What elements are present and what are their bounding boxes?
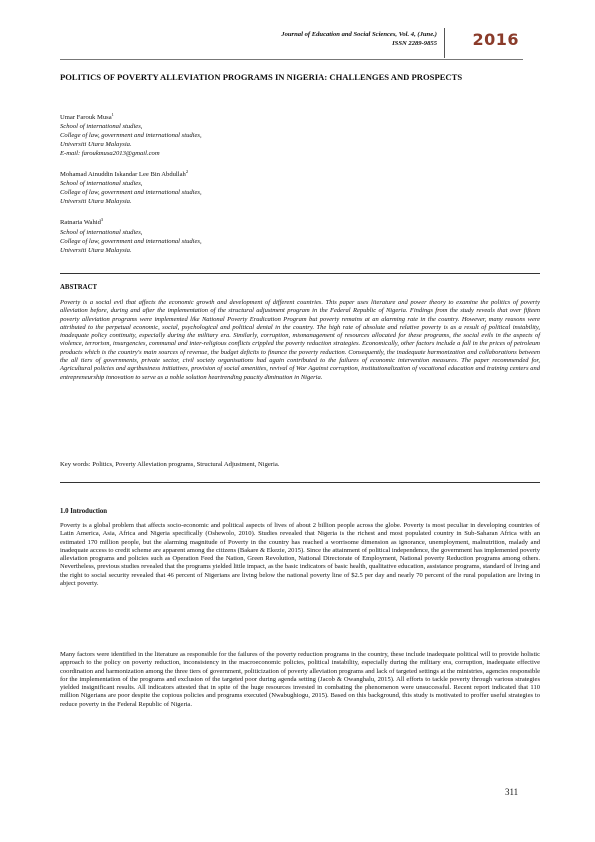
journal-year: 2016 [472, 30, 519, 49]
abstract-heading: ABSTRACT [60, 284, 98, 291]
author-affiliation: School of international studies, [60, 123, 143, 131]
author-email[interactable]: E-mail: faroukmusa2013@gmail.com [60, 150, 160, 158]
header-rule [60, 59, 523, 60]
intro-paragraph-1: Poverty is a global problem that affects socio-economic and political aspects of lives of about 2 billion people across the globe. Poverty is most peculiar in developing countries of Latin America, Asia, Africa and Nigeria specifically (Oshewolo, 2010). Studies revealed that Nigeria is the richest and most populated country in Sub-Saharan Africa with an estimated 170 million people, but the alarming magnitude of Poverty in the country has reached a worrisome dimension as ignorance, unemployment, malnutrition, malady and inadequate access to credit scheme are apparent among the citizens (Bakare & Ekezie, 2015). Since the attainment of political independence, the government has implemented poverty alleviation programs and policies such as Operation Feed the Nation, Green Revolution, National Directorate of Employment, National poverty Reduction programs among others. Nevertheless, previous studies revealed that the programs yielded little impact, as the basic indicators of basic health, qualitative education, assistance programs, standard of living and the right to social security revealed that 46 percent of Nigerians are living below the national poverty line of $2.5 per day and nearly 70 percent of the rural population are living in abject poverty. [60, 522, 540, 588]
section-heading-introduction: 1.0 Introduction [60, 508, 108, 515]
intro-paragraph-2: Many factors were identified in the literature as responsible for the failures of the poverty reduction programs in the country, these include inadequate political will to provide holistic approach to the policy on poverty reduction, inconsistency in the macroeconomic policies, political instability, especially during the military era, corruption, inadequate effective coordination and harmonization among the three tiers of government, politicization of poverty alleviation programs and lack of targeted settings at the ministries, agencies responsible for the implementation of the programs and exclusion of the targeted poor during agenda setting (Jacob & Owanghalu, 2015). All efforts to tackle poverty through various strategies yielded insignificant results. All indicators attested that in spite of the huge resources invested in combating the phenomenon were unsuccessful. Recent report indicated that 110 million Nigerians are poor despite the copious policies and programs executed (Nwabughiogu, 2015). Based on this background, this study is motivated to proffer useful strategies to reduce poverty in the Federal Republic of Nigeria. [60, 651, 540, 708]
author-2 [60, 167, 360, 206]
page-number: 311 [505, 787, 519, 797]
keywords-text: Politics, Poverty Alleviation programs, Structural Adjustment, Nigeria. [90, 461, 280, 468]
author-affiliation: Universiti Utara Malaysia. [60, 246, 132, 254]
author-sup: 2 [185, 169, 189, 175]
keywords-label: Key words: [60, 461, 91, 468]
abstract-bottom-rule [60, 482, 540, 483]
author-name: Umar Farouk Musa [60, 114, 112, 122]
author-sup: 1 [111, 112, 114, 117]
author-3 [60, 215, 360, 254]
paper-title: POLITICS OF POVERTY ALLEVIATION PROGRAMS IN NIGERIA: CHALLENGES AND PROSPECTS [60, 72, 463, 82]
author-affiliation: Universiti Utara Malaysia. [60, 198, 132, 206]
author-affiliation: Universiti Utara Malaysia. [60, 141, 132, 149]
author-1 [60, 110, 360, 158]
author-affiliation: College of law, government and international studies, [60, 132, 202, 140]
author-list [60, 110, 360, 264]
author-affiliation: College of law, government and international studies, [60, 189, 202, 197]
page-header [260, 28, 537, 58]
author-sup: 3 [100, 217, 104, 223]
author-name: Mohamad Ainuddin Iskandar Lee Bin Abdullah [60, 171, 186, 179]
keywords [60, 460, 540, 469]
journal-info [177, 30, 437, 48]
journal-title: Journal of Education and Social Sciences, Vol. 4, (June.) [281, 31, 437, 38]
author-affiliation: College of law, government and international studies, [60, 237, 202, 245]
author-affiliation: School of international studies, [60, 228, 143, 236]
header-divider [444, 28, 445, 58]
author-affiliation: School of international studies, [60, 180, 143, 188]
author-name: Ratnaria Wahid [60, 219, 101, 227]
journal-issn: ISSN 2289-9855 [392, 40, 437, 47]
abstract-text: Poverty is a social evil that affects the economic growth and development of different countries. This paper uses literature and power theory to examine the politics of poverty alleviation before, during and after the implementation of the structural adjustment program in the Federal Republic of Nigeria. Findings from the study reveals that over fifteen poverty alleviation programs were implemented like National Poverty Eradication Program but poverty remains at an alarming rate in the country. However, many reasons were attributed to the perpetual economic, social, psychological and political denial in the country. The high rate of absolute and relative poverty is as a result of political instability, inadequate policy continuity, especially during the military era. Similarly, corruption, mismanagement of resources allocated for these programs, the social evils in the aspects of violence, terrorism, insurgencies, communal and inter-religious conflicts crippled the poverty reduction strategies. Economically, other factors include a fall in the prices of petroleum products which is the country's main sources of revenue, the budget deficits to finance the poverty reduction. Consequently, the inadequate harmonization and collaborations between the all tiers of governments, private sector, civil society organisations had again contributed to the failures of economic intervention measures. The paper recommended for, Agricultural policies and agribusiness initiatives, provision of social amenities, revival of War Against corruption, institutionalization of vocational education and training centers and entrepreneurship innovation to serve as a noble solution heartrending paucity diminution in Nigeria. [60, 299, 540, 381]
abstract-top-rule [60, 273, 540, 274]
